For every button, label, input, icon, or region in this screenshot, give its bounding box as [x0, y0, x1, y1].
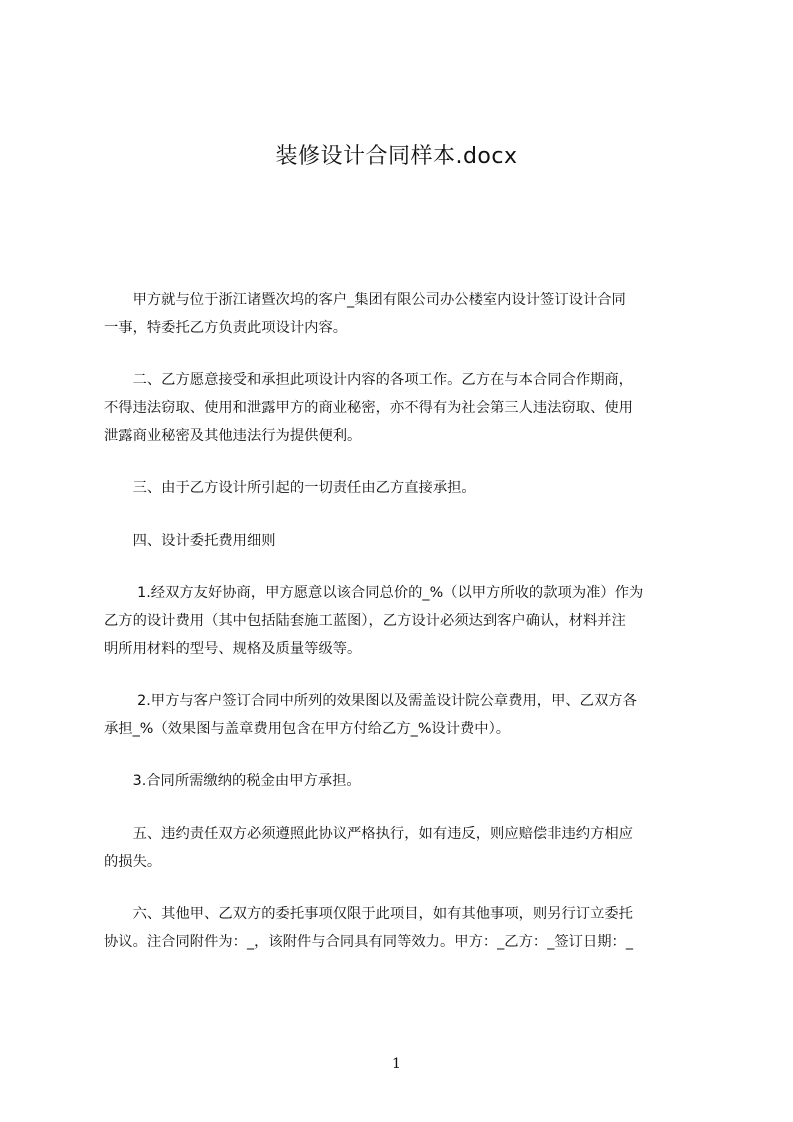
paragraph-clause-3: [104, 474, 700, 502]
text-line: 2.甲方与客户签订合同中所列的效果图以及需盖设计院公章费用，甲、乙双方各: [104, 693, 637, 709]
body-text: [104, 474, 700, 502]
text-line: 六、其他甲、乙双方的委托事项仅限于此项目，如有其他事项，则另行订立委托: [104, 906, 633, 922]
text-line: 乙方的设计费用（其中包括陆套施工蓝图），乙方设计必须达到客户确认，材料并注: [104, 613, 626, 629]
text-line: 五、违约责任双方必须遵照此协议严格执行，如有违反，则应赔偿非违约方相应: [104, 826, 633, 842]
text-line: 协议。注合同附件为：_，该附件与合同具有同等效力。甲方：_乙方：_签订日期：_: [104, 934, 633, 950]
page-number: 1: [392, 1056, 401, 1072]
body-text: [104, 767, 700, 795]
document-title: 装修设计合同样本.docx: [275, 144, 518, 169]
paragraph-clause-4: [104, 527, 700, 555]
text-line: 甲方就与位于浙江诸暨次坞的客户_集团有限公司办公楼室内设计签订设计合同: [104, 292, 626, 308]
paragraph-clause-6: [104, 900, 700, 956]
body-text: [104, 687, 700, 743]
text-line: 二、乙方愿意接受和承担此项设计内容的各项工作。乙方在与本合同合作期商，: [104, 372, 633, 388]
paragraph-item-2: [104, 687, 700, 743]
text-line: 明所用材料的型号、规格及质量等级等。: [104, 641, 362, 657]
body-text: [104, 286, 700, 342]
text-line: 四、设计委托费用细则: [104, 533, 276, 549]
body-text: [104, 820, 700, 876]
body-text: [104, 579, 700, 663]
paragraph-intro: [104, 286, 700, 342]
text-line: 一事，特委托乙方负责此项设计内容。: [104, 320, 348, 336]
body-text: [104, 900, 700, 956]
body-text: [104, 366, 700, 450]
paragraph-clause-2: [104, 366, 700, 450]
paragraph-item-1: [104, 579, 700, 663]
paragraph-item-3: [104, 767, 700, 795]
body-text: [104, 527, 700, 555]
text-line: 承担_%（效果图与盖章费用包含在甲方付给乙方_%设计费中）。: [104, 721, 511, 737]
text-line: 泄露商业秘密及其他违法行为提供便利。: [104, 428, 362, 444]
text-line: 1.经双方友好协商，甲方愿意以该合同总价的_%（以甲方所收的款项为准）作为: [104, 585, 644, 601]
paragraph-clause-5: [104, 820, 700, 876]
text-line: 不得违法窃取、使用和泄露甲方的商业秘密，亦不得有为社会第三人违法窃取、使用: [104, 400, 633, 416]
text-line: 的损失。: [104, 854, 162, 870]
text-line: 三、由于乙方设计所引起的一切责任由乙方直接承担。: [104, 480, 476, 496]
text-line: 3.合同所需缴纳的税金由甲方承担。: [104, 773, 361, 789]
